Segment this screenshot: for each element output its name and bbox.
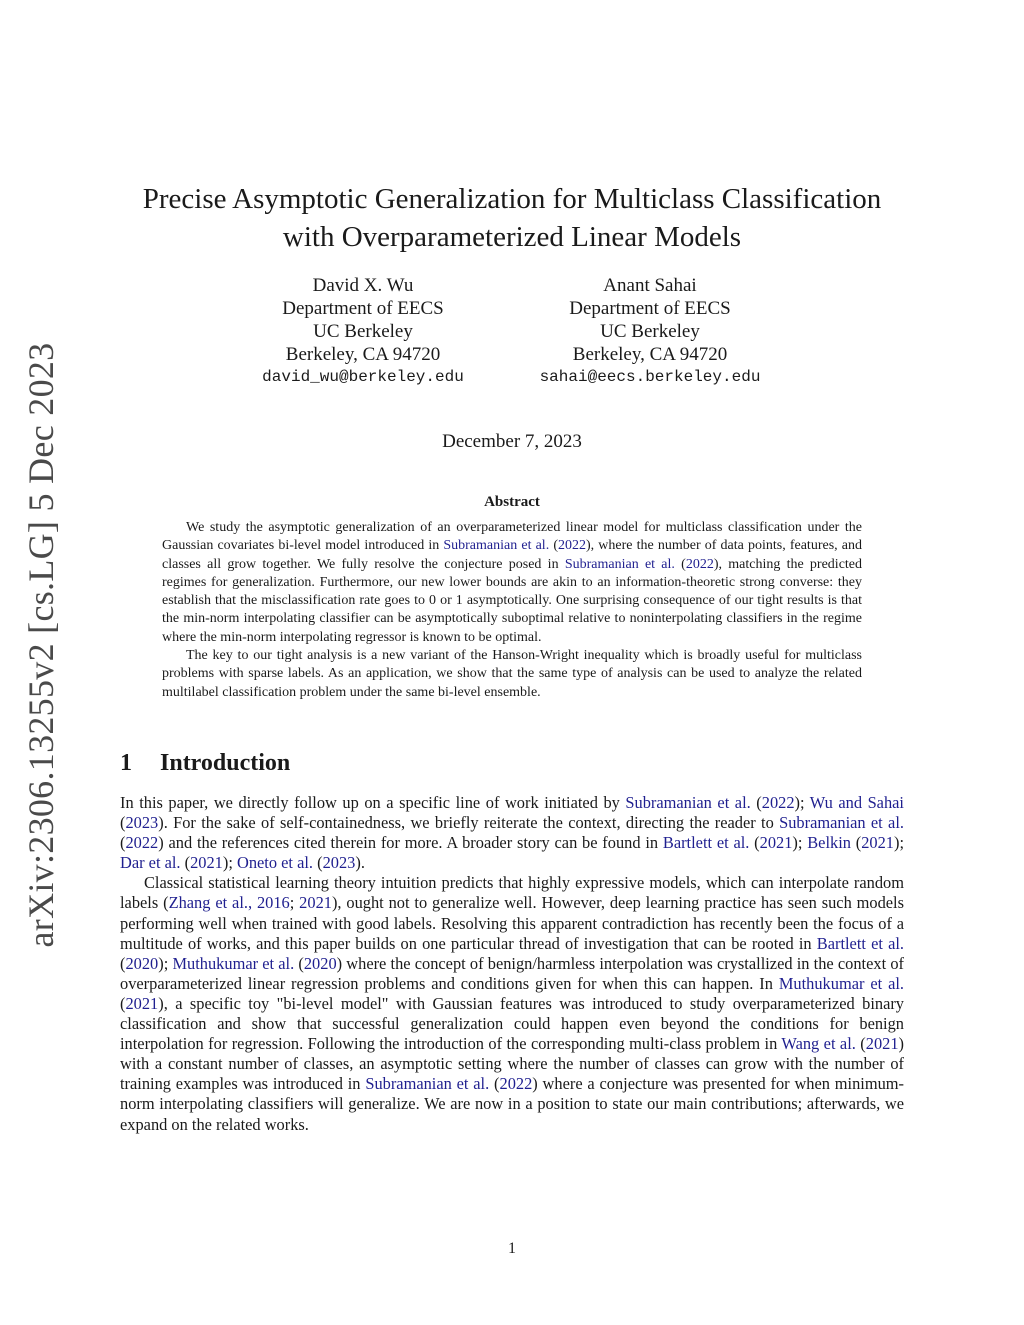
section-title: Introduction <box>160 750 291 776</box>
author-school: UC Berkeley <box>600 321 700 342</box>
paper-title <box>100 180 924 256</box>
citation-link[interactable]: 2021 <box>865 1034 899 1054</box>
citation-link[interactable]: 2022 <box>761 793 795 812</box>
citation-link[interactable]: Wang et al. <box>781 1034 856 1054</box>
author-name: David X. Wu <box>312 275 414 296</box>
author-city: Berkeley, CA 94720 <box>572 344 728 365</box>
citation-link[interactable]: 2022 <box>558 538 586 554</box>
citation-link[interactable]: Bartlett et al. <box>816 933 905 953</box>
citation-link[interactable]: 2021 <box>190 853 223 873</box>
citation-link[interactable]: Subramanian et al. <box>564 556 675 572</box>
citation-link[interactable]: Subramanian et al. <box>443 538 550 554</box>
citation-link[interactable]: 2023 <box>322 853 356 873</box>
intro-paragraph-1: In this paper, we directly follow up on a specific line of work initiated by Subramanian et al. (2022); Wu and Sahai (2023). For the sake of self-containedness, we briefly reiterate the context, directing the reader to Subramanian et al. (2022) and the references cited therein for more. A broader story can be found in Bartlett et al. (2021); Belkin (2021); Dar et al. (2021); Oneto et al. (2023). <box>120 793 904 873</box>
citation-link[interactable]: 2021 <box>861 833 894 853</box>
citation-link[interactable]: 2020 <box>303 953 337 973</box>
author-email[interactable]: david_wu@berkeley.edu <box>262 368 464 386</box>
author-school: UC Berkeley <box>313 321 413 342</box>
citation-link[interactable]: Subramanian et al. <box>365 1074 490 1094</box>
citation-link[interactable]: Subramanian et al. <box>625 793 751 812</box>
citation-link[interactable]: 2021 <box>299 893 332 913</box>
citation-link[interactable]: Subramanian et al. <box>779 813 904 833</box>
arxiv-identifier: arXiv:2306.13255v2 [cs.LG] 5 Dec 2023 <box>21 342 61 948</box>
page-number: 1 <box>508 1240 516 1257</box>
title-line-1: Precise Asymptotic Generalization for Multiclass Classification <box>142 183 882 215</box>
citation-link[interactable]: 2022 <box>499 1074 533 1094</box>
title-line-2: with Overparameterized Linear Models <box>282 221 742 253</box>
citation-link[interactable]: Bartlett et al. <box>662 833 750 853</box>
citation-link[interactable]: 2022 <box>685 556 714 572</box>
author-dept: Department of EECS <box>282 298 444 319</box>
author-email[interactable]: sahai@eecs.berkeley.edu <box>539 368 761 386</box>
intro-paragraph-2: Classical statistical learning theory intuition predicts that highly expressive models, which can interpolate random labels (Zhang et al., 2016; 2021), ought not to generalize well. However, deep learning practice has seen such models performing well when trained with good labels. Resolving this apparent contradiction has recently been the focus of a multitude of works, and this paper builds on one particular thread of investigation that can be rooted in Bartlett et al. (2020); Muthukumar et al. (2020) where the concept of benign/harmless interpolation was crystallized in the context of overparameterized linear regression problems and conditions given for when this can happen. In Muthukumar et al. (2021), a specific toy "bi-level model" with Gaussian features was introduced to study overparameterized binary classification and show that successful generalization could happen even beyond the conditions for benign interpolation for regression. Following the introduction of the corresponding multi-class problem in Wang et al. (2021) with a constant number of classes, an asymptotic setting where the number of classes can grow with the number of training examples was introduced in Subramanian et al. (2022) where a conjecture was presented for when minimum-norm interpolating classifiers will generalize. We are now in a position to state our main contributions; afterwards, we expand on the related works. <box>120 873 905 1134</box>
citation-link[interactable]: 2021 <box>125 993 159 1013</box>
abstract-paragraph-2: The key to our tight analysis is a new variant of the Hanson-Wright inequality which is broadly useful for multiclass problems with sparse labels. As an application, we show that the same type of analysis can be used to analyze the related multilabel classification problem under the same bi-level ensemble. <box>162 648 862 700</box>
citation-link[interactable]: 2022 <box>125 833 159 853</box>
author-dept: Department of EECS <box>569 298 731 319</box>
author-city: Berkeley, CA 94720 <box>285 344 441 365</box>
introduction-body <box>120 793 904 1135</box>
paper-date: December 7, 2023 <box>442 431 582 452</box>
citation-link[interactable]: Wu and Sahai <box>809 793 904 812</box>
abstract-paragraph-1: We study the asymptotic generalization of an overparameterized linear model for multiclass classification under the Gaussian covariates bi-level model introduced in Subramanian et al. (2022), where the number of data points, features, and classes all grow together. We fully resolve the conjecture posed in Subramanian et al. (2022), matching the predicted regimes for generalization. Furthermore, our new lower bounds are akin to an information-theoretic strong converse: they establish that the misclassification rate goes to 0 or 1 asymptotically. One surprising consequence of our tight results is that the min-norm interpolating classifier can be asymptotically suboptimal relative to noninterpolating classifiers in the regime where the min-norm interpolating regressor is known to be optimal. <box>162 520 863 645</box>
citation-link[interactable]: Dar et al. <box>120 853 181 873</box>
author-block-1 <box>233 274 493 389</box>
citation-link[interactable]: Oneto et al. <box>237 853 314 873</box>
citation-link[interactable]: 2021 <box>759 833 793 853</box>
author-name: Anant Sahai <box>603 275 697 296</box>
citation-link[interactable]: 2020 <box>125 953 159 973</box>
citation-link[interactable]: Muthukumar et al. <box>778 973 904 993</box>
citation-link[interactable]: Zhang et al., 2016 <box>168 893 290 913</box>
abstract-heading: Abstract <box>484 494 540 510</box>
abstract-body <box>162 519 862 702</box>
section-heading <box>120 750 290 777</box>
citation-link[interactable]: Belkin <box>807 833 851 853</box>
citation-link[interactable]: 2023 <box>125 813 159 833</box>
author-block-2 <box>520 274 780 389</box>
section-number: 1 <box>120 750 132 776</box>
citation-link[interactable]: Muthukumar et al. <box>172 953 295 973</box>
